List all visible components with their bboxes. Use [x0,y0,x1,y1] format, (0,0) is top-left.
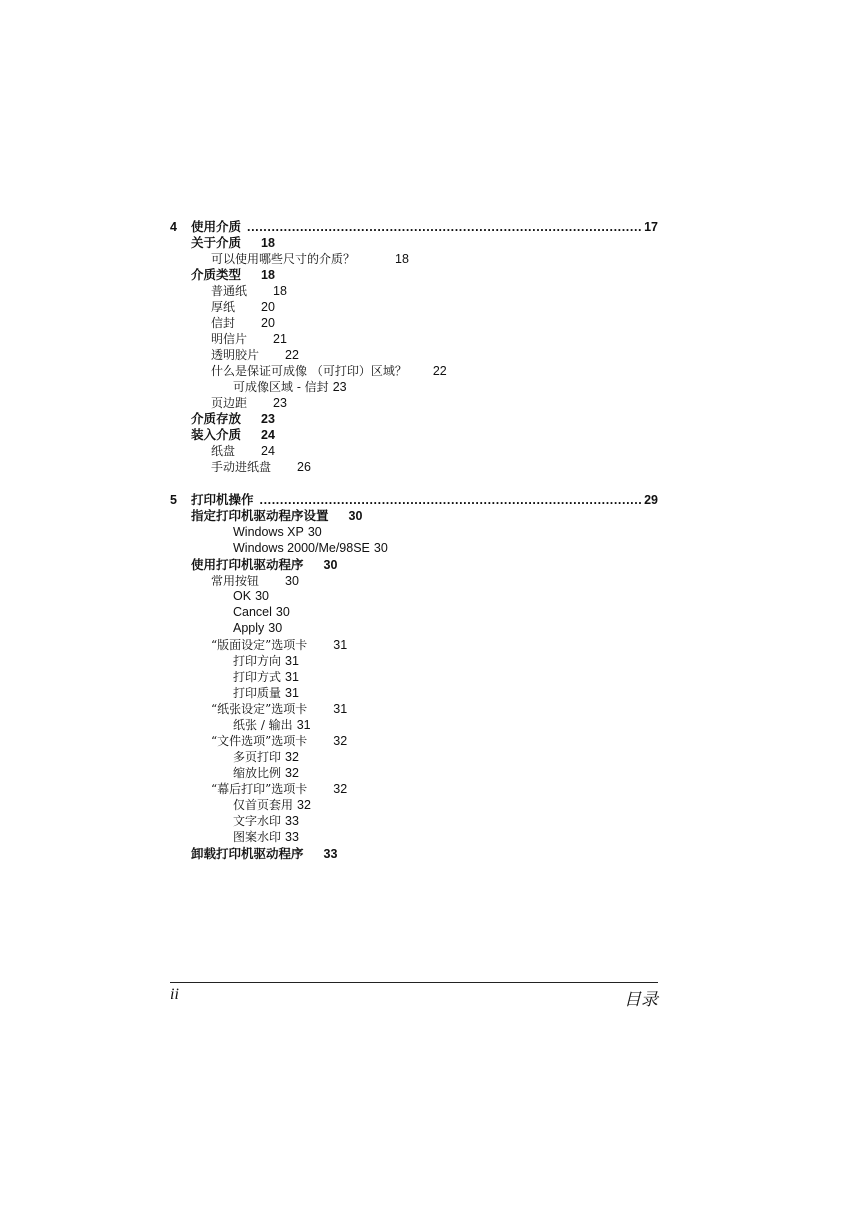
toc-entry-margins[interactable]: 页边距 23 [211,396,287,410]
toc-entry-windows-xp[interactable]: Windows XP 30 [233,525,322,539]
toc-entry-postcard[interactable]: 明信片 21 [211,332,287,346]
chapter-number: 5 [170,493,177,507]
chapter-title: 使用介质 [191,220,242,234]
toc-entry-paper-tab[interactable]: “纸张设定”选项卡 31 [211,702,348,716]
toc-entry-thick-stock[interactable]: 厚纸 20 [211,300,275,314]
footer-divider [170,982,658,983]
toc-entry-about-media[interactable]: 关于介质 18 [191,236,275,250]
toc-entry-printable-area[interactable]: 什么是保证可成像 （可打印）区域？ 22 [211,364,447,378]
chapter-page-number: 29 [644,493,658,507]
toc-entry-envelope[interactable]: 信封 20 [211,316,275,330]
toc-chapter-5[interactable] [170,492,658,508]
dot-leader [260,492,643,508]
toc-entry-common-buttons[interactable]: 常用按钮 30 [211,574,299,588]
chapter-number: 4 [170,220,177,234]
toc-entry-tray[interactable]: 纸盘 24 [211,444,275,458]
toc-entry-n-up[interactable]: 多页打印 32 [233,750,299,764]
toc-entry-media-sizes[interactable]: 可以使用哪些尺寸的介质？ 18 [211,252,409,266]
toc-entry-zoom[interactable]: 缩放比例 32 [233,766,299,780]
toc-entry-document-options-tab[interactable]: “文件选项”选项卡 32 [211,734,348,748]
toc-entry-media-storage[interactable]: 介质存放 23 [191,412,275,426]
toc-entry-print-mode[interactable]: 打印方式 31 [233,670,299,684]
toc-entry-paper-output[interactable]: 纸张 / 输出 31 [233,718,311,732]
toc-entry-orientation[interactable]: 打印方向 31 [233,654,299,668]
toc-chapter-4[interactable] [170,219,658,235]
footer-page-number: ii [170,986,179,1003]
toc-entry-print-quality[interactable]: 打印质量 31 [233,686,299,700]
dot-leader [247,219,642,235]
toc-entry-ok[interactable]: OK 30 [233,589,269,603]
toc-entry-text-watermark[interactable]: 文字水印 33 [233,814,299,828]
toc-entry-uninstall-driver[interactable]: 卸载打印机驱动程序 33 [191,847,338,861]
chapter-title: 打印机操作 [191,493,254,507]
toc-entry-cancel[interactable]: Cancel 30 [233,605,290,619]
toc-entry-driver-settings[interactable]: 指定打印机驱动程序设置 30 [191,509,363,523]
toc-entry-manual-feed-tray[interactable]: 手动进纸盘 26 [211,460,311,474]
toc-entry-apply[interactable]: Apply 30 [233,621,283,635]
toc-entry-transparency[interactable]: 透明胶片 22 [211,348,299,362]
chapter-page-number: 17 [644,220,658,234]
toc-entry-media-types[interactable]: 介质类型 18 [191,268,275,282]
footer-section-title: 目录 [624,990,658,1010]
toc-entry-image-watermark[interactable]: 图案水印 33 [233,830,299,844]
toc-entry-using-driver[interactable]: 使用打印机驱动程序 30 [191,558,338,572]
toc-entry-windows-2000[interactable]: Windows 2000/Me/98SE 30 [233,541,388,555]
toc-entry-overlay-tab[interactable]: “幕后打印”选项卡 32 [211,782,348,796]
toc-entry-layout-tab[interactable]: “版面设定”选项卡 31 [211,638,348,652]
toc-entry-loading-media[interactable]: 装入介质 24 [191,428,275,442]
toc-entry-plain-paper[interactable]: 普通纸 18 [211,284,287,298]
toc-entry-first-page-only[interactable]: 仅首页套用 32 [233,798,311,812]
toc-entry-printable-area-envelope[interactable]: 可成像区域 - 信封 23 [233,380,347,394]
